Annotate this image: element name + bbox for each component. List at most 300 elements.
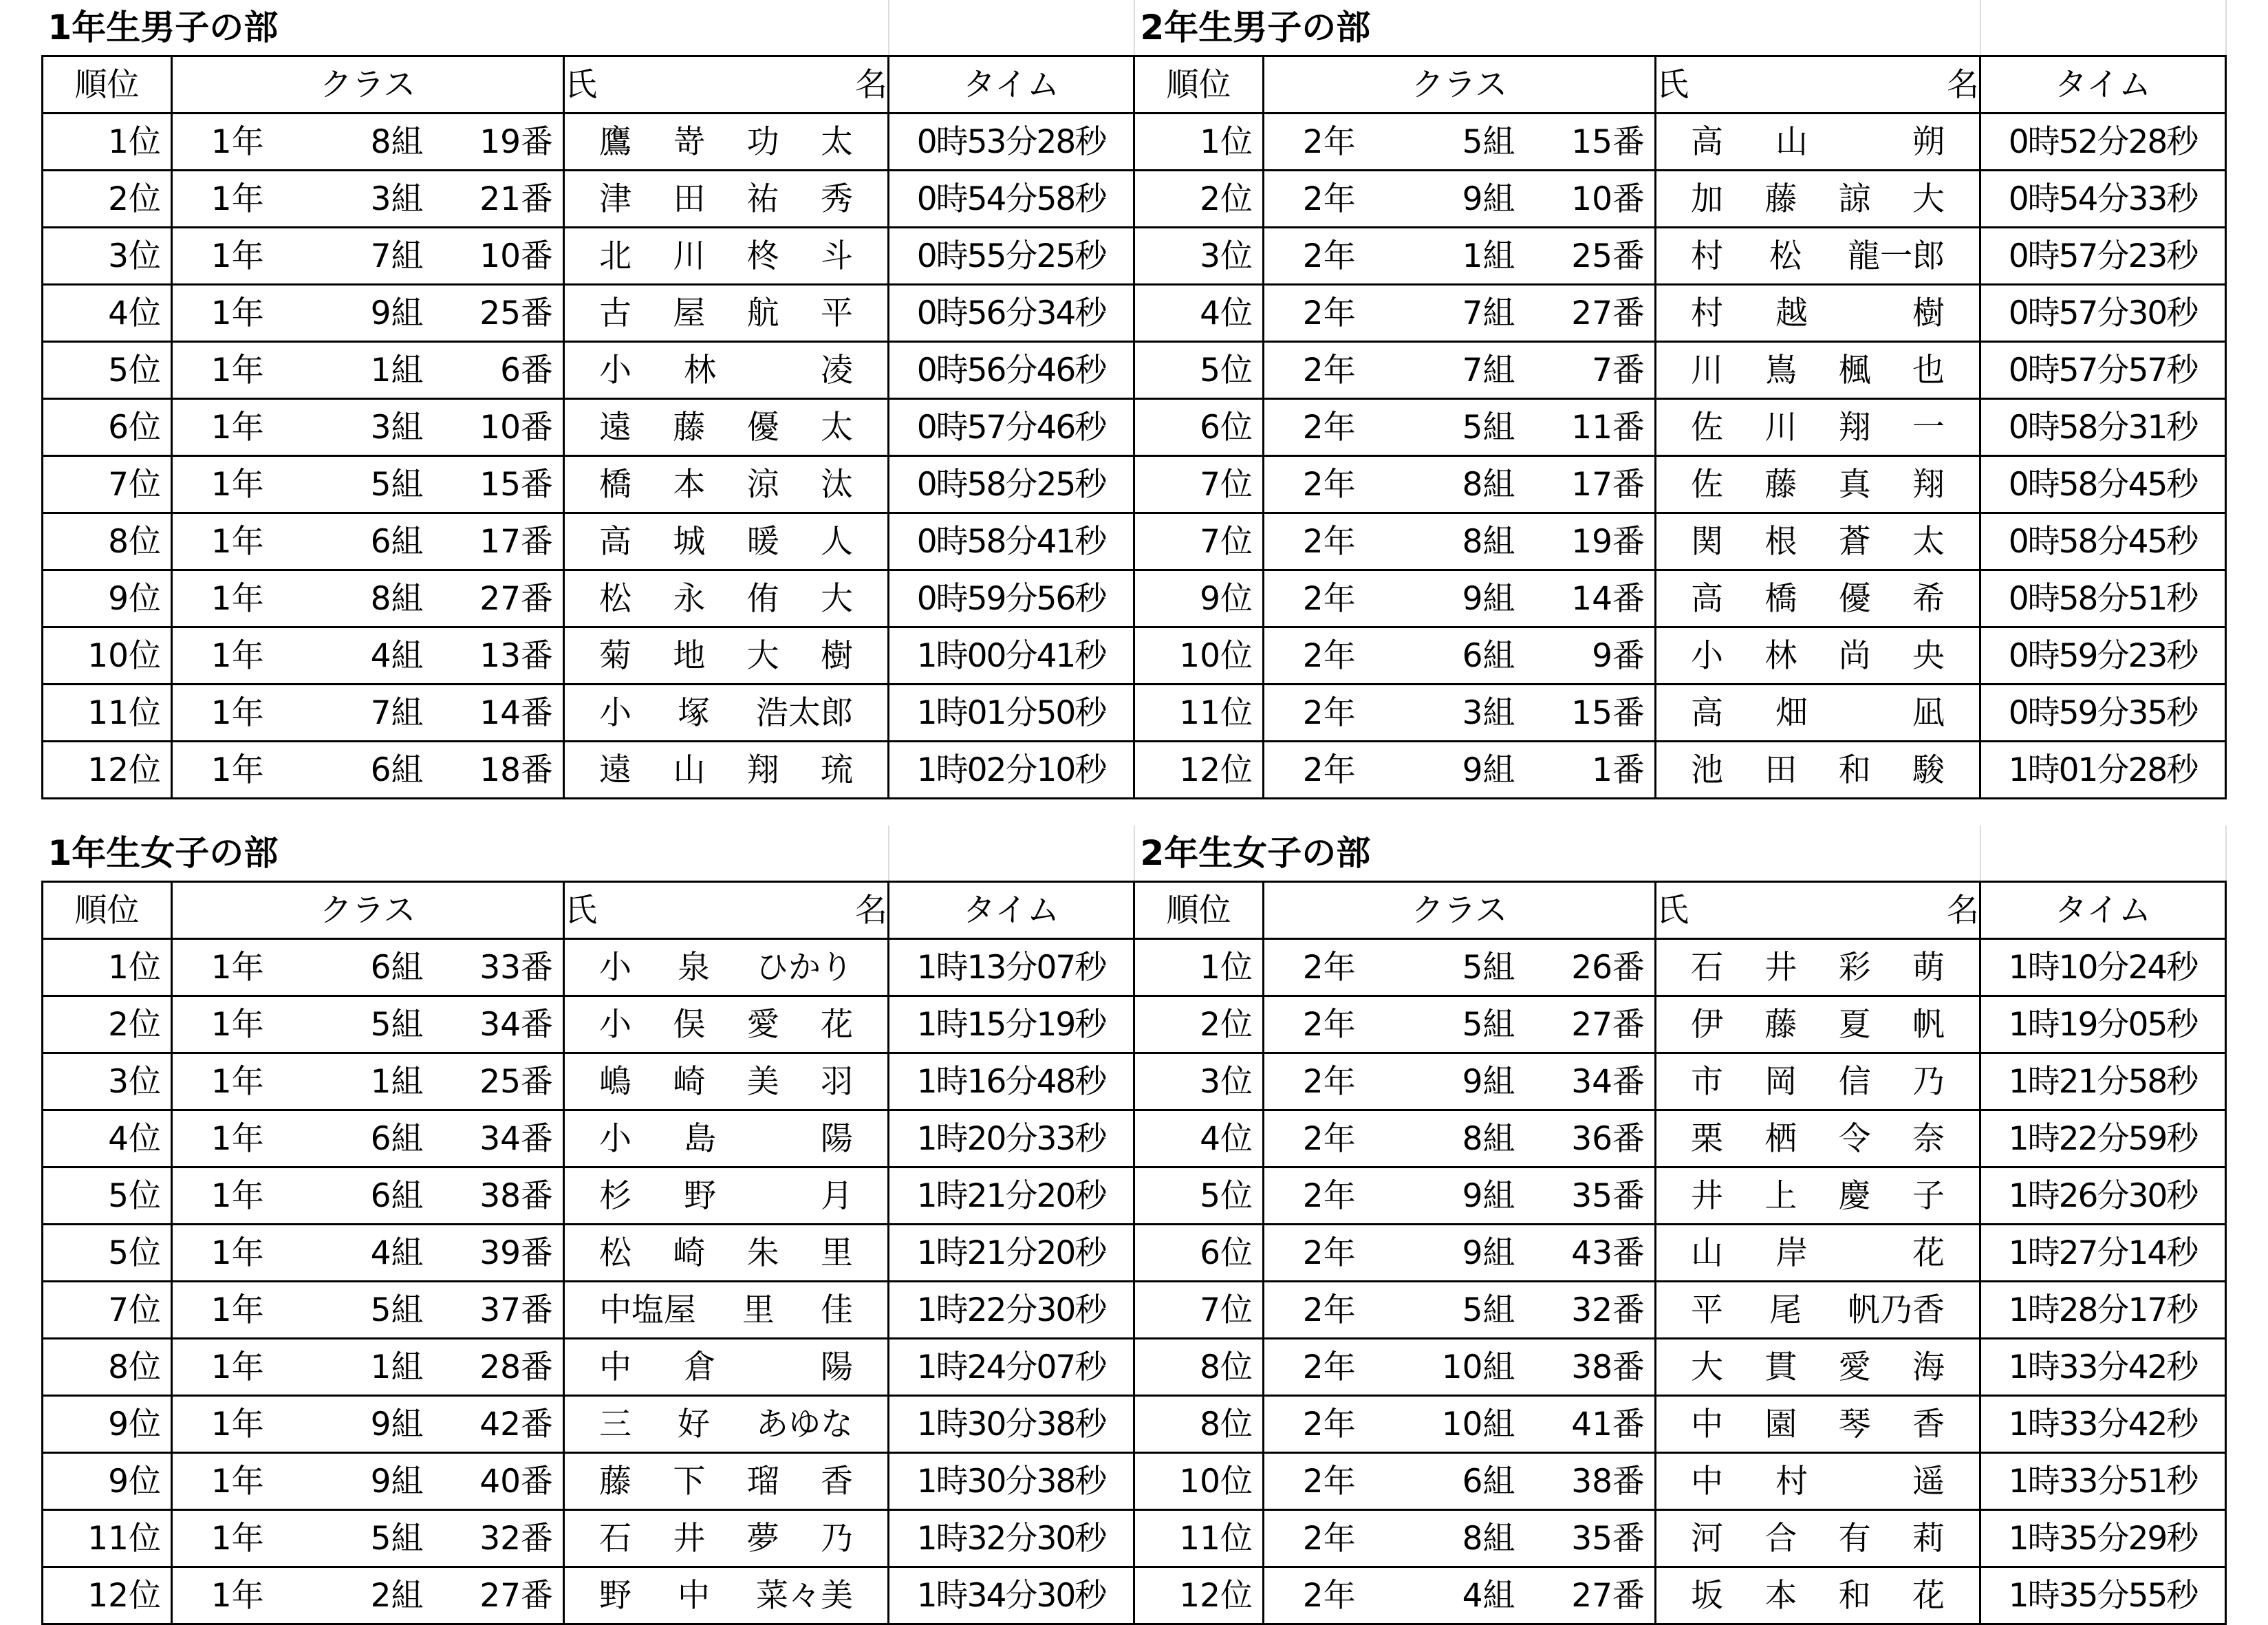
grade-cell[interactable]: 2年	[1264, 996, 1394, 1053]
class-cell[interactable]: 6組	[303, 513, 433, 570]
rank-cell[interactable]: 9位	[43, 570, 172, 627]
rank-cell[interactable]: 3位	[1134, 228, 1264, 285]
number-cell[interactable]: 11番	[1525, 399, 1656, 456]
empty-cell[interactable]	[1980, 0, 2226, 56]
class-cell[interactable]: 7組	[1394, 342, 1525, 399]
number-cell[interactable]: 32番	[1525, 1282, 1656, 1339]
time-cell[interactable]: 0時58分51秒	[1980, 570, 2226, 627]
number-cell[interactable]: 43番	[1525, 1225, 1656, 1282]
rank-cell[interactable]: 1位	[1134, 114, 1264, 171]
grade-cell[interactable]: 2年	[1264, 1053, 1394, 1110]
rank-cell[interactable]: 7位	[43, 456, 172, 513]
number-cell[interactable]: 33番	[433, 939, 564, 996]
grade-cell[interactable]: 2年	[1264, 171, 1394, 228]
grade-cell[interactable]: 1年	[172, 996, 303, 1053]
time-cell[interactable]: 1時30分38秒	[889, 1396, 1134, 1453]
name-cell[interactable]	[564, 996, 889, 1053]
rank-cell[interactable]: 2位	[43, 171, 172, 228]
class-cell[interactable]: 9組	[1394, 1053, 1525, 1110]
empty-cell[interactable]	[1980, 826, 2226, 882]
time-cell[interactable]: 1時33分42秒	[1980, 1339, 2226, 1396]
number-cell[interactable]: 25番	[433, 1053, 564, 1110]
number-cell[interactable]: 42番	[433, 1396, 564, 1453]
time-cell[interactable]: 1時26分30秒	[1980, 1167, 2226, 1225]
number-cell[interactable]: 25番	[433, 285, 564, 342]
class-cell[interactable]: 5組	[1394, 1282, 1525, 1339]
empty-cell[interactable]	[1656, 826, 1980, 882]
grade-cell[interactable]: 1年	[172, 1053, 303, 1110]
number-cell[interactable]: 26番	[1525, 939, 1656, 996]
rank-cell[interactable]: 5位	[43, 1225, 172, 1282]
grade-cell[interactable]: 2年	[1264, 742, 1394, 799]
grade-cell[interactable]: 1年	[172, 456, 303, 513]
class-cell[interactable]: 5組	[303, 1510, 433, 1567]
rank-cell[interactable]: 8位	[43, 513, 172, 570]
empty-cell[interactable]	[564, 0, 889, 56]
name-cell[interactable]	[1656, 1282, 1980, 1339]
rank-cell[interactable]: 6位	[1134, 399, 1264, 456]
time-cell[interactable]: 1時01分50秒	[889, 685, 1134, 742]
rank-cell[interactable]: 10位	[43, 627, 172, 685]
number-cell[interactable]: 38番	[433, 1167, 564, 1225]
grade-cell[interactable]: 2年	[1264, 399, 1394, 456]
number-cell[interactable]: 38番	[1525, 1339, 1656, 1396]
grade-cell[interactable]: 2年	[1264, 513, 1394, 570]
rank-cell[interactable]: 4位	[1134, 285, 1264, 342]
time-cell[interactable]: 1時02分10秒	[889, 742, 1134, 799]
class-cell[interactable]: 5組	[303, 456, 433, 513]
time-cell[interactable]: 1時16分48秒	[889, 1053, 1134, 1110]
rank-cell[interactable]: 5位	[43, 1167, 172, 1225]
number-cell[interactable]: 15番	[433, 456, 564, 513]
grade-cell[interactable]: 1年	[172, 1110, 303, 1167]
name-cell[interactable]	[564, 513, 889, 570]
rank-cell[interactable]: 12位	[1134, 1567, 1264, 1624]
name-cell[interactable]	[564, 627, 889, 685]
class-cell[interactable]: 3組	[1394, 685, 1525, 742]
class-cell[interactable]: 7組	[1394, 285, 1525, 342]
name-cell[interactable]	[564, 342, 889, 399]
time-cell[interactable]: 1時28分17秒	[1980, 1282, 2226, 1339]
rank-cell[interactable]: 12位	[43, 742, 172, 799]
grade-cell[interactable]: 1年	[172, 228, 303, 285]
time-cell[interactable]: 1時19分05秒	[1980, 996, 2226, 1053]
rank-cell[interactable]: 3位	[43, 228, 172, 285]
time-cell[interactable]: 1時00分41秒	[889, 627, 1134, 685]
class-cell[interactable]: 10組	[1394, 1396, 1525, 1453]
class-cell[interactable]: 8組	[1394, 1110, 1525, 1167]
time-cell[interactable]: 1時27分14秒	[1980, 1225, 2226, 1282]
name-cell[interactable]	[1656, 1567, 1980, 1624]
number-cell[interactable]: 19番	[433, 114, 564, 171]
number-cell[interactable]: 27番	[1525, 1567, 1656, 1624]
class-cell[interactable]: 9組	[303, 285, 433, 342]
rank-cell[interactable]: 9位	[1134, 570, 1264, 627]
number-cell[interactable]: 32番	[433, 1510, 564, 1567]
grade-cell[interactable]: 2年	[1264, 342, 1394, 399]
time-cell[interactable]: 0時52分28秒	[1980, 114, 2226, 171]
time-cell[interactable]: 1時35分55秒	[1980, 1567, 2226, 1624]
time-cell[interactable]: 0時58分45秒	[1980, 456, 2226, 513]
class-cell[interactable]: 5組	[303, 1282, 433, 1339]
name-cell[interactable]	[1656, 342, 1980, 399]
rank-cell[interactable]: 7位	[43, 1282, 172, 1339]
name-cell[interactable]	[1656, 285, 1980, 342]
number-cell[interactable]: 15番	[1525, 114, 1656, 171]
number-cell[interactable]: 9番	[1525, 627, 1656, 685]
class-cell[interactable]: 5組	[1394, 399, 1525, 456]
rank-cell[interactable]: 1位	[1134, 939, 1264, 996]
class-cell[interactable]: 6組	[1394, 1453, 1525, 1510]
number-cell[interactable]: 35番	[1525, 1510, 1656, 1567]
grade-cell[interactable]: 1年	[172, 285, 303, 342]
rank-cell[interactable]: 11位	[1134, 1510, 1264, 1567]
time-cell[interactable]: 1時33分51秒	[1980, 1453, 2226, 1510]
number-cell[interactable]: 27番	[433, 1567, 564, 1624]
number-cell[interactable]: 21番	[433, 171, 564, 228]
name-cell[interactable]	[1656, 171, 1980, 228]
empty-cell[interactable]	[1656, 0, 1980, 56]
name-cell[interactable]	[1656, 1053, 1980, 1110]
name-cell[interactable]	[1656, 1167, 1980, 1225]
name-cell[interactable]	[564, 1510, 889, 1567]
class-cell[interactable]: 9組	[1394, 171, 1525, 228]
grade-cell[interactable]: 1年	[172, 1225, 303, 1282]
class-cell[interactable]: 10組	[1394, 1339, 1525, 1396]
number-cell[interactable]: 34番	[433, 1110, 564, 1167]
time-cell[interactable]: 0時55分25秒	[889, 228, 1134, 285]
rank-cell[interactable]: 7位	[1134, 456, 1264, 513]
grade-cell[interactable]: 2年	[1264, 1396, 1394, 1453]
number-cell[interactable]: 17番	[433, 513, 564, 570]
grade-cell[interactable]: 2年	[1264, 1110, 1394, 1167]
name-cell[interactable]	[564, 399, 889, 456]
rank-cell[interactable]: 11位	[43, 685, 172, 742]
class-cell[interactable]: 6組	[303, 939, 433, 996]
number-cell[interactable]: 10番	[1525, 171, 1656, 228]
time-cell[interactable]: 0時59分56秒	[889, 570, 1134, 627]
grade-cell[interactable]: 1年	[172, 1339, 303, 1396]
name-cell[interactable]	[1656, 228, 1980, 285]
time-cell[interactable]: 0時57分30秒	[1980, 285, 2226, 342]
number-cell[interactable]: 7番	[1525, 342, 1656, 399]
rank-cell[interactable]: 11位	[43, 1510, 172, 1567]
class-cell[interactable]: 8組	[1394, 1510, 1525, 1567]
name-cell[interactable]	[564, 456, 889, 513]
time-cell[interactable]: 1時13分07秒	[889, 939, 1134, 996]
grade-cell[interactable]: 1年	[172, 685, 303, 742]
name-cell[interactable]	[1656, 685, 1980, 742]
rank-cell[interactable]: 1位	[43, 114, 172, 171]
name-cell[interactable]	[564, 228, 889, 285]
class-cell[interactable]: 8組	[303, 114, 433, 171]
number-cell[interactable]: 25番	[1525, 228, 1656, 285]
name-cell[interactable]	[1656, 1225, 1980, 1282]
grade-cell[interactable]: 1年	[172, 742, 303, 799]
number-cell[interactable]: 13番	[433, 627, 564, 685]
number-cell[interactable]: 34番	[1525, 1053, 1656, 1110]
number-cell[interactable]: 38番	[1525, 1453, 1656, 1510]
rank-cell[interactable]: 7位	[1134, 1282, 1264, 1339]
empty-cell[interactable]	[564, 826, 889, 882]
class-cell[interactable]: 3組	[303, 399, 433, 456]
time-cell[interactable]: 0時57分46秒	[889, 399, 1134, 456]
grade-cell[interactable]: 2年	[1264, 1282, 1394, 1339]
class-cell[interactable]: 5組	[1394, 114, 1525, 171]
class-cell[interactable]: 5組	[303, 996, 433, 1053]
rank-cell[interactable]: 6位	[43, 399, 172, 456]
time-cell[interactable]: 1時33分42秒	[1980, 1396, 2226, 1453]
name-cell[interactable]	[1656, 1396, 1980, 1453]
name-cell[interactable]	[1656, 570, 1980, 627]
grade-cell[interactable]: 2年	[1264, 939, 1394, 996]
grade-cell[interactable]: 1年	[172, 1567, 303, 1624]
number-cell[interactable]: 10番	[433, 399, 564, 456]
class-cell[interactable]: 6組	[303, 1110, 433, 1167]
rank-cell[interactable]: 5位	[1134, 1167, 1264, 1225]
time-cell[interactable]: 1時15分19秒	[889, 996, 1134, 1053]
name-cell[interactable]	[1656, 939, 1980, 996]
class-cell[interactable]: 9組	[1394, 1167, 1525, 1225]
class-cell[interactable]: 6組	[303, 742, 433, 799]
time-cell[interactable]: 0時58分45秒	[1980, 513, 2226, 570]
time-cell[interactable]: 0時58分41秒	[889, 513, 1134, 570]
grade-cell[interactable]: 2年	[1264, 285, 1394, 342]
name-cell[interactable]	[564, 1282, 889, 1339]
rank-cell[interactable]: 4位	[1134, 1110, 1264, 1167]
rank-cell[interactable]: 10位	[1134, 1453, 1264, 1510]
name-cell[interactable]	[564, 1167, 889, 1225]
rank-cell[interactable]: 4位	[43, 285, 172, 342]
name-cell[interactable]	[564, 1396, 889, 1453]
grade-cell[interactable]: 2年	[1264, 1167, 1394, 1225]
number-cell[interactable]: 41番	[1525, 1396, 1656, 1453]
rank-cell[interactable]: 12位	[1134, 742, 1264, 799]
class-cell[interactable]: 8組	[303, 570, 433, 627]
grade-cell[interactable]: 1年	[172, 1396, 303, 1453]
rank-cell[interactable]: 1位	[43, 939, 172, 996]
grade-cell[interactable]: 1年	[172, 1453, 303, 1510]
time-cell[interactable]: 0時56分46秒	[889, 342, 1134, 399]
number-cell[interactable]: 6番	[433, 342, 564, 399]
name-cell[interactable]	[564, 1339, 889, 1396]
name-cell[interactable]	[1656, 1339, 1980, 1396]
time-cell[interactable]: 1時21分20秒	[889, 1167, 1134, 1225]
name-cell[interactable]	[564, 285, 889, 342]
rank-cell[interactable]: 9位	[43, 1396, 172, 1453]
name-cell[interactable]	[564, 742, 889, 799]
name-cell[interactable]	[1656, 399, 1980, 456]
time-cell[interactable]: 0時54分58秒	[889, 171, 1134, 228]
name-cell[interactable]	[564, 171, 889, 228]
grade-cell[interactable]: 1年	[172, 1282, 303, 1339]
rank-cell[interactable]: 2位	[1134, 171, 1264, 228]
rank-cell[interactable]: 2位	[43, 996, 172, 1053]
number-cell[interactable]: 17番	[1525, 456, 1656, 513]
name-cell[interactable]	[1656, 513, 1980, 570]
rank-cell[interactable]: 10位	[1134, 627, 1264, 685]
number-cell[interactable]: 10番	[433, 228, 564, 285]
time-cell[interactable]: 0時57分23秒	[1980, 228, 2226, 285]
class-cell[interactable]: 6組	[1394, 627, 1525, 685]
number-cell[interactable]: 34番	[433, 996, 564, 1053]
rank-cell[interactable]: 4位	[43, 1110, 172, 1167]
time-cell[interactable]: 0時59分23秒	[1980, 627, 2226, 685]
class-cell[interactable]: 7組	[303, 228, 433, 285]
time-cell[interactable]: 1時24分07秒	[889, 1339, 1134, 1396]
time-cell[interactable]: 0時56分34秒	[889, 285, 1134, 342]
name-cell[interactable]	[564, 570, 889, 627]
name-cell[interactable]	[564, 1453, 889, 1510]
number-cell[interactable]: 37番	[433, 1282, 564, 1339]
time-cell[interactable]: 1時22分59秒	[1980, 1110, 2226, 1167]
time-cell[interactable]: 0時53分28秒	[889, 114, 1134, 171]
class-cell[interactable]: 5組	[1394, 939, 1525, 996]
time-cell[interactable]: 1時22分30秒	[889, 1282, 1134, 1339]
class-cell[interactable]: 7組	[303, 685, 433, 742]
class-cell[interactable]: 8組	[1394, 456, 1525, 513]
grade-cell[interactable]: 1年	[172, 513, 303, 570]
rank-cell[interactable]: 5位	[43, 342, 172, 399]
name-cell[interactable]	[564, 114, 889, 171]
rank-cell[interactable]: 3位	[1134, 1053, 1264, 1110]
class-cell[interactable]: 9組	[303, 1396, 433, 1453]
time-cell[interactable]: 1時32分30秒	[889, 1510, 1134, 1567]
rank-cell[interactable]: 2位	[1134, 996, 1264, 1053]
number-cell[interactable]: 14番	[1525, 570, 1656, 627]
name-cell[interactable]	[1656, 1110, 1980, 1167]
class-cell[interactable]: 4組	[303, 627, 433, 685]
name-cell[interactable]	[564, 1053, 889, 1110]
class-cell[interactable]: 9組	[303, 1453, 433, 1510]
number-cell[interactable]: 28番	[433, 1339, 564, 1396]
time-cell[interactable]: 1時34分30秒	[889, 1567, 1134, 1624]
name-cell[interactable]	[1656, 627, 1980, 685]
number-cell[interactable]: 27番	[1525, 285, 1656, 342]
class-cell[interactable]: 1組	[303, 342, 433, 399]
name-part: 高	[1691, 122, 1723, 161]
grade-cell[interactable]: 1年	[172, 171, 303, 228]
time-cell[interactable]: 0時54分33秒	[1980, 171, 2226, 228]
time-cell[interactable]: 1時20分33秒	[889, 1110, 1134, 1167]
time-cell[interactable]: 1時35分29秒	[1980, 1510, 2226, 1567]
number-cell[interactable]: 36番	[1525, 1110, 1656, 1167]
grade-cell[interactable]: 1年	[172, 1510, 303, 1567]
grade-cell[interactable]: 2年	[1264, 1510, 1394, 1567]
grade-cell[interactable]: 2年	[1264, 627, 1394, 685]
empty-cell[interactable]	[889, 826, 1134, 882]
time-cell[interactable]: 0時57分57秒	[1980, 342, 2226, 399]
name-part: 井	[673, 1519, 706, 1558]
grade-cell[interactable]: 1年	[172, 1167, 303, 1225]
grade-cell[interactable]: 2年	[1264, 114, 1394, 171]
grade-cell[interactable]: 1年	[172, 570, 303, 627]
rank-cell[interactable]: 12位	[43, 1567, 172, 1624]
time-cell[interactable]: 1時21分58秒	[1980, 1053, 2226, 1110]
grade-cell[interactable]: 1年	[172, 399, 303, 456]
class-cell[interactable]: 4組	[1394, 1567, 1525, 1624]
grade-cell[interactable]: 2年	[1264, 685, 1394, 742]
rank-cell[interactable]: 5位	[1134, 342, 1264, 399]
class-cell[interactable]: 4組	[303, 1225, 433, 1282]
class-cell[interactable]: 9組	[1394, 742, 1525, 799]
rank-cell[interactable]: 8位	[1134, 1396, 1264, 1453]
grade-cell[interactable]: 2年	[1264, 1453, 1394, 1510]
name-cell[interactable]	[1656, 1510, 1980, 1567]
name-cell[interactable]	[564, 939, 889, 996]
rank-cell[interactable]: 8位	[43, 1339, 172, 1396]
rank-cell[interactable]: 3位	[43, 1053, 172, 1110]
class-cell[interactable]: 2組	[303, 1567, 433, 1624]
grade-cell[interactable]: 1年	[172, 939, 303, 996]
grade-cell[interactable]: 1年	[172, 627, 303, 685]
empty-cell[interactable]	[889, 0, 1134, 56]
grade-cell[interactable]: 2年	[1264, 1567, 1394, 1624]
number-cell[interactable]: 18番	[433, 742, 564, 799]
class-cell[interactable]: 3組	[303, 171, 433, 228]
grade-cell[interactable]: 2年	[1264, 228, 1394, 285]
name-cell[interactable]	[1656, 996, 1980, 1053]
class-cell[interactable]: 1組	[303, 1339, 433, 1396]
rank-cell[interactable]: 7位	[1134, 513, 1264, 570]
rank-cell[interactable]: 9位	[43, 1453, 172, 1510]
class-cell[interactable]: 9組	[1394, 570, 1525, 627]
name-cell[interactable]	[1656, 114, 1980, 171]
number-cell[interactable]: 27番	[433, 570, 564, 627]
class-cell[interactable]: 8組	[1394, 513, 1525, 570]
grade-cell[interactable]: 2年	[1264, 1339, 1394, 1396]
number-cell[interactable]: 19番	[1525, 513, 1656, 570]
name-cell[interactable]	[1656, 742, 1980, 799]
time-cell[interactable]: 0時58分25秒	[889, 456, 1134, 513]
time-cell[interactable]: 0時59分35秒	[1980, 685, 2226, 742]
time-cell[interactable]: 1時30分38秒	[889, 1453, 1134, 1510]
rank-cell[interactable]: 11位	[1134, 685, 1264, 742]
name-cell[interactable]	[1656, 456, 1980, 513]
class-cell[interactable]: 6組	[303, 1167, 433, 1225]
class-cell[interactable]: 1組	[1394, 228, 1525, 285]
rank-cell[interactable]: 6位	[1134, 1225, 1264, 1282]
number-cell[interactable]: 14番	[433, 685, 564, 742]
class-cell[interactable]: 9組	[1394, 1225, 1525, 1282]
name-cell[interactable]	[1656, 1453, 1980, 1510]
number-cell[interactable]: 35番	[1525, 1167, 1656, 1225]
class-cell[interactable]: 5組	[1394, 996, 1525, 1053]
grade-cell[interactable]: 1年	[172, 342, 303, 399]
number-cell[interactable]: 1番	[1525, 742, 1656, 799]
name-cell[interactable]	[564, 1567, 889, 1624]
class-cell[interactable]: 1組	[303, 1053, 433, 1110]
time-cell[interactable]: 0時58分31秒	[1980, 399, 2226, 456]
name-cell[interactable]	[564, 1110, 889, 1167]
grade-cell[interactable]: 2年	[1264, 570, 1394, 627]
number-cell[interactable]: 39番	[433, 1225, 564, 1282]
girls-results-table	[41, 826, 2227, 1625]
grade-cell[interactable]: 2年	[1264, 456, 1394, 513]
table-row	[43, 1225, 2226, 1282]
grade-cell[interactable]: 2年	[1264, 1225, 1394, 1282]
time-cell[interactable]: 1時10分24秒	[1980, 939, 2226, 996]
time-cell[interactable]: 1時21分20秒	[889, 1225, 1134, 1282]
number-cell[interactable]: 27番	[1525, 996, 1656, 1053]
name-cell[interactable]	[564, 685, 889, 742]
name-cell[interactable]	[564, 1225, 889, 1282]
number-cell[interactable]: 40番	[433, 1453, 564, 1510]
rank-cell[interactable]: 8位	[1134, 1339, 1264, 1396]
number-cell[interactable]: 15番	[1525, 685, 1656, 742]
time-cell[interactable]: 1時01分28秒	[1980, 742, 2226, 799]
grade-cell[interactable]: 1年	[172, 114, 303, 171]
